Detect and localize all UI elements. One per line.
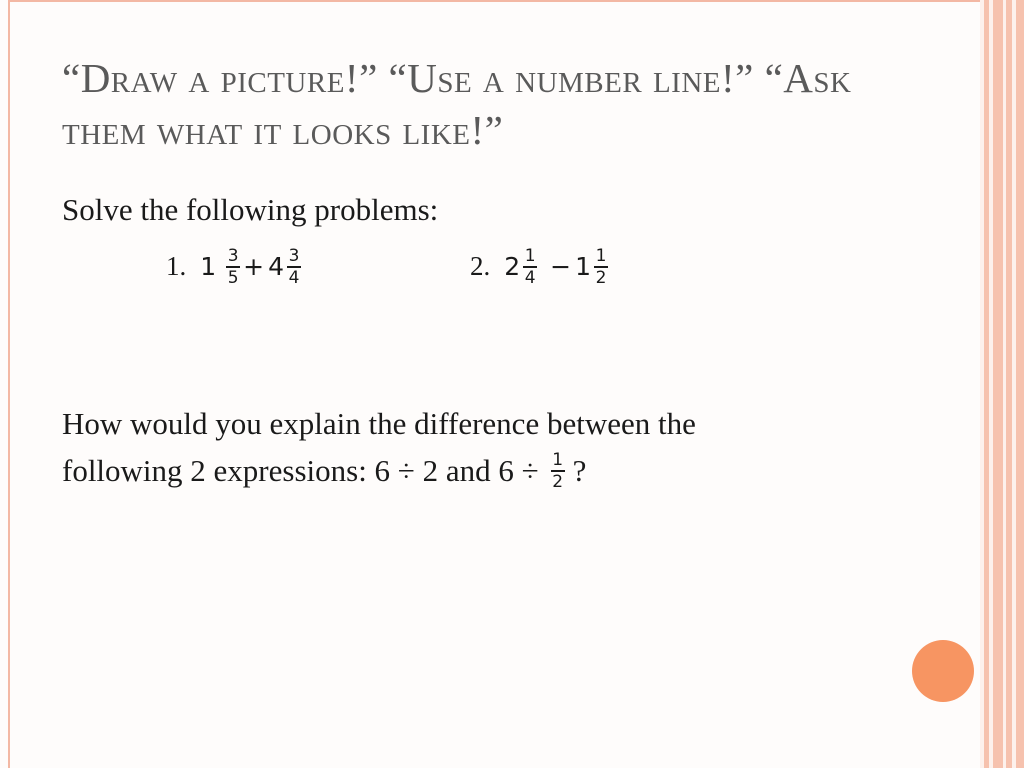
operator: + [243, 252, 265, 282]
problem-2 [470, 246, 611, 288]
whole-number: 1 [200, 252, 217, 282]
numerator: 3 [227, 246, 239, 266]
question-text: following 2 expressions: 6 ÷ 2 and 6 ÷ [62, 452, 539, 488]
slide-title: “Draw a picture!” “Use a number line!” “Ask them what it looks like!” [62, 55, 852, 153]
problem-number: 1. [166, 251, 187, 282]
whole-number: 4 [268, 252, 285, 282]
denominator: 2 [552, 471, 564, 492]
intro-text: Solve the following problems: [62, 192, 439, 227]
whole-number: 1 [575, 252, 592, 282]
decorative-circle [912, 640, 974, 702]
question-line-2 [62, 450, 586, 492]
left-border-line [8, 0, 10, 768]
fraction [287, 246, 301, 288]
fraction [551, 450, 565, 492]
whole-number: 2 [504, 252, 521, 282]
denominator: 2 [595, 267, 607, 288]
numerator: 1 [552, 450, 564, 470]
right-decorative-band [980, 0, 1024, 768]
numerator: 1 [595, 246, 607, 266]
denominator: 4 [288, 267, 300, 288]
operator: − [550, 252, 572, 282]
question-line-1: How would you explain the difference between the [62, 406, 696, 441]
numerator: 3 [288, 246, 300, 266]
denominator: 4 [524, 267, 536, 288]
problem-1 [166, 246, 304, 288]
fraction [594, 246, 608, 288]
problem-number: 2. [470, 251, 491, 282]
numerator: 1 [524, 246, 536, 266]
question-mark: ? [572, 452, 587, 488]
top-border-line [8, 0, 980, 2]
fraction [523, 246, 537, 288]
fraction [226, 246, 240, 288]
denominator: 5 [227, 267, 239, 288]
